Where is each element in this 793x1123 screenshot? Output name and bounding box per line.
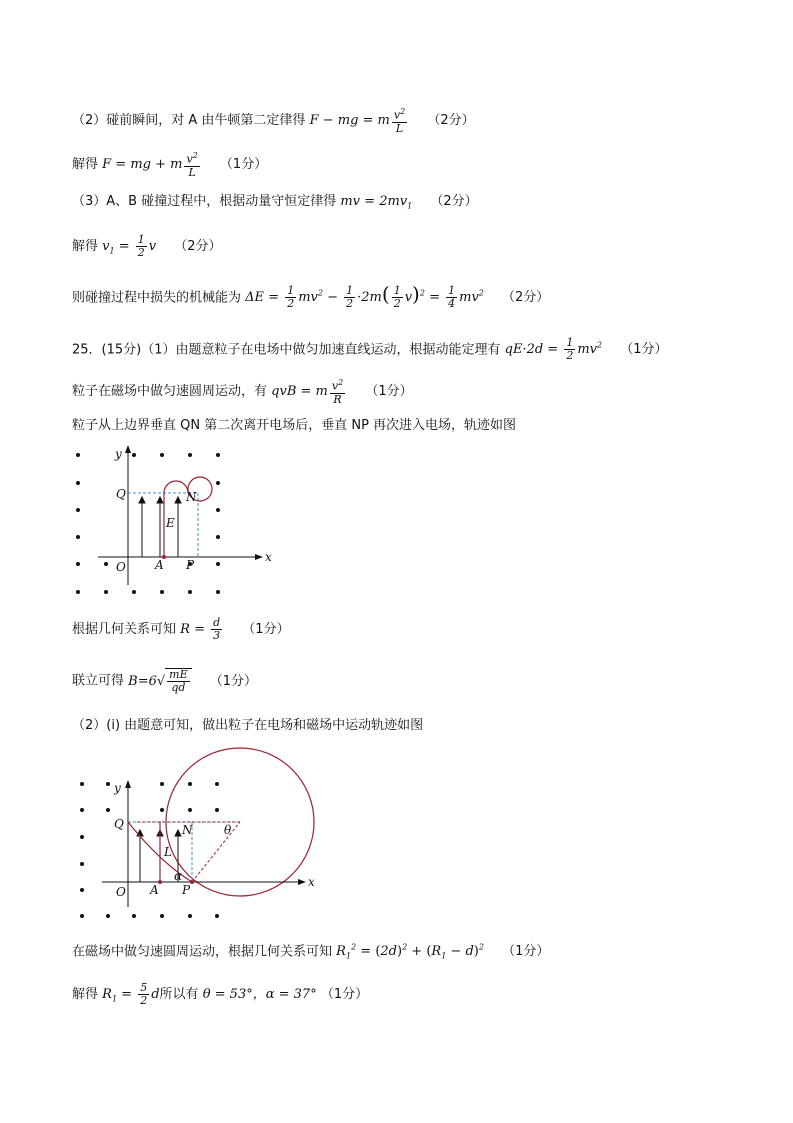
label-alpha: α xyxy=(174,869,183,883)
line-geometry-r: 根据几何关系可知 R = $\frac{d}{3}$ （1分） xyxy=(72,616,290,642)
label-e: E xyxy=(166,516,175,530)
label-o: O xyxy=(116,885,126,899)
formula: $R_1$ = $\frac{5}{2}$ d xyxy=(102,981,160,1007)
figure-1-trajectory xyxy=(60,445,280,605)
formula: F = mg + m $\frac{v^2}{L}$ xyxy=(102,151,198,179)
line-solve-r1: 解得 $R_1$ = $\frac{5}{2}$ d所以有 θ = 53°，α = 37° （1分） xyxy=(72,981,369,1007)
formula: F − mg = m $\frac{v^2}{L}$ xyxy=(309,107,406,135)
label-x: x xyxy=(265,550,272,564)
formula: mv = $2mv_1$ xyxy=(340,194,413,211)
label-y: y xyxy=(115,447,122,461)
formula: $v_1$ = $\frac{1}{2}$ v xyxy=(102,233,157,259)
line-circular-motion: 粒子在磁场中做匀速圆周运动，有 qvB = m $\frac{v^2}{R}$ （1分） xyxy=(72,378,413,406)
label-theta: θ xyxy=(224,823,232,837)
formula: B=6√ $\frac{mE}{qd}$ xyxy=(128,674,191,689)
line-momentum: （3）A、B 碰撞过程中，根据动量守恒定律得 mv = $2mv_1$ （2分） xyxy=(72,194,478,211)
label-o: O xyxy=(116,560,126,574)
formula: $R_1^2 = (2d)^2 + (R_1 - d)^2$ xyxy=(336,943,484,961)
label-n: N xyxy=(182,823,193,837)
formula: R = $\frac{d}{3}$ xyxy=(180,616,221,642)
formula: qE·2d = $\frac{1}{2}$ $mv^2$ xyxy=(504,336,603,363)
line-energy-loss: 则碰撞过程中损失的机械能为 ΔE = $\frac{1}{2}$ $mv^2$ − $\frac{1}{2}$ ·2m( $\frac{1}{2}$ v)$^2$ = $\frac{1}{4}$ $mv^2$ （2分） xyxy=(72,282,550,311)
line-part2-desc: （2）(i) 由题意可知，做出粒子在电场和磁场中运动轨迹如图 xyxy=(72,718,424,733)
field-dots xyxy=(80,782,219,918)
label-x: x xyxy=(308,875,315,889)
line-trajectory-desc: 粒子从上边界垂直 QN 第二次离开电场后，垂直 NP 再次进入电场，轨迹如图 xyxy=(72,418,517,433)
label-a: A xyxy=(155,558,164,572)
label-q: Q xyxy=(114,817,124,831)
label-p: P xyxy=(182,883,191,897)
line-solve-b: 联立可得 B=6√ $\frac{mE}{qd}$ （1分） xyxy=(72,668,258,694)
formula: ΔE = $\frac{1}{2}$ $mv^2$ − $\frac{1}{2}$ ·2m( $\frac{1}{2}$ v)$^2$ = $\frac{1}{4}$ $mv^2$ xyxy=(245,282,484,311)
line-geometry-r1: 在磁场中做匀速圆周运动，根据几何关系可知 $R_1^2 = (2d)^2 + (R_1 - d)^2$ （1分） xyxy=(72,943,550,961)
label-a: A xyxy=(150,883,159,897)
line-problem-25-part1: 25．(15分)（1）由题意粒子在电场中做匀加速直线运动，根据动能定理有 qE·2d = $\frac{1}{2}$ $mv^2$ （1分） xyxy=(72,336,668,363)
line-newton-second-law: （2）碰前瞬间，对 A 由牛顿第二定律得 F − mg = m $\frac{v^2}{L}$ （2分） xyxy=(72,107,475,135)
formula: qvB = m $\frac{v^2}{R}$ xyxy=(271,378,344,406)
line-solve-v1: 解得 $v_1$ = $\frac{1}{2}$ v （2分） xyxy=(72,233,222,259)
figure-2-trajectory xyxy=(60,742,340,922)
label-q: Q xyxy=(116,487,126,501)
line-solve-f: 解得 F = mg + m $\frac{v^2}{L}$ （1分） xyxy=(72,151,268,179)
formula-angles: θ = 53°，α = 37° xyxy=(202,987,317,1002)
label-n: N xyxy=(186,490,197,504)
label-p: P xyxy=(186,558,195,572)
label-l: L xyxy=(164,845,172,859)
label-y: y xyxy=(114,781,121,795)
